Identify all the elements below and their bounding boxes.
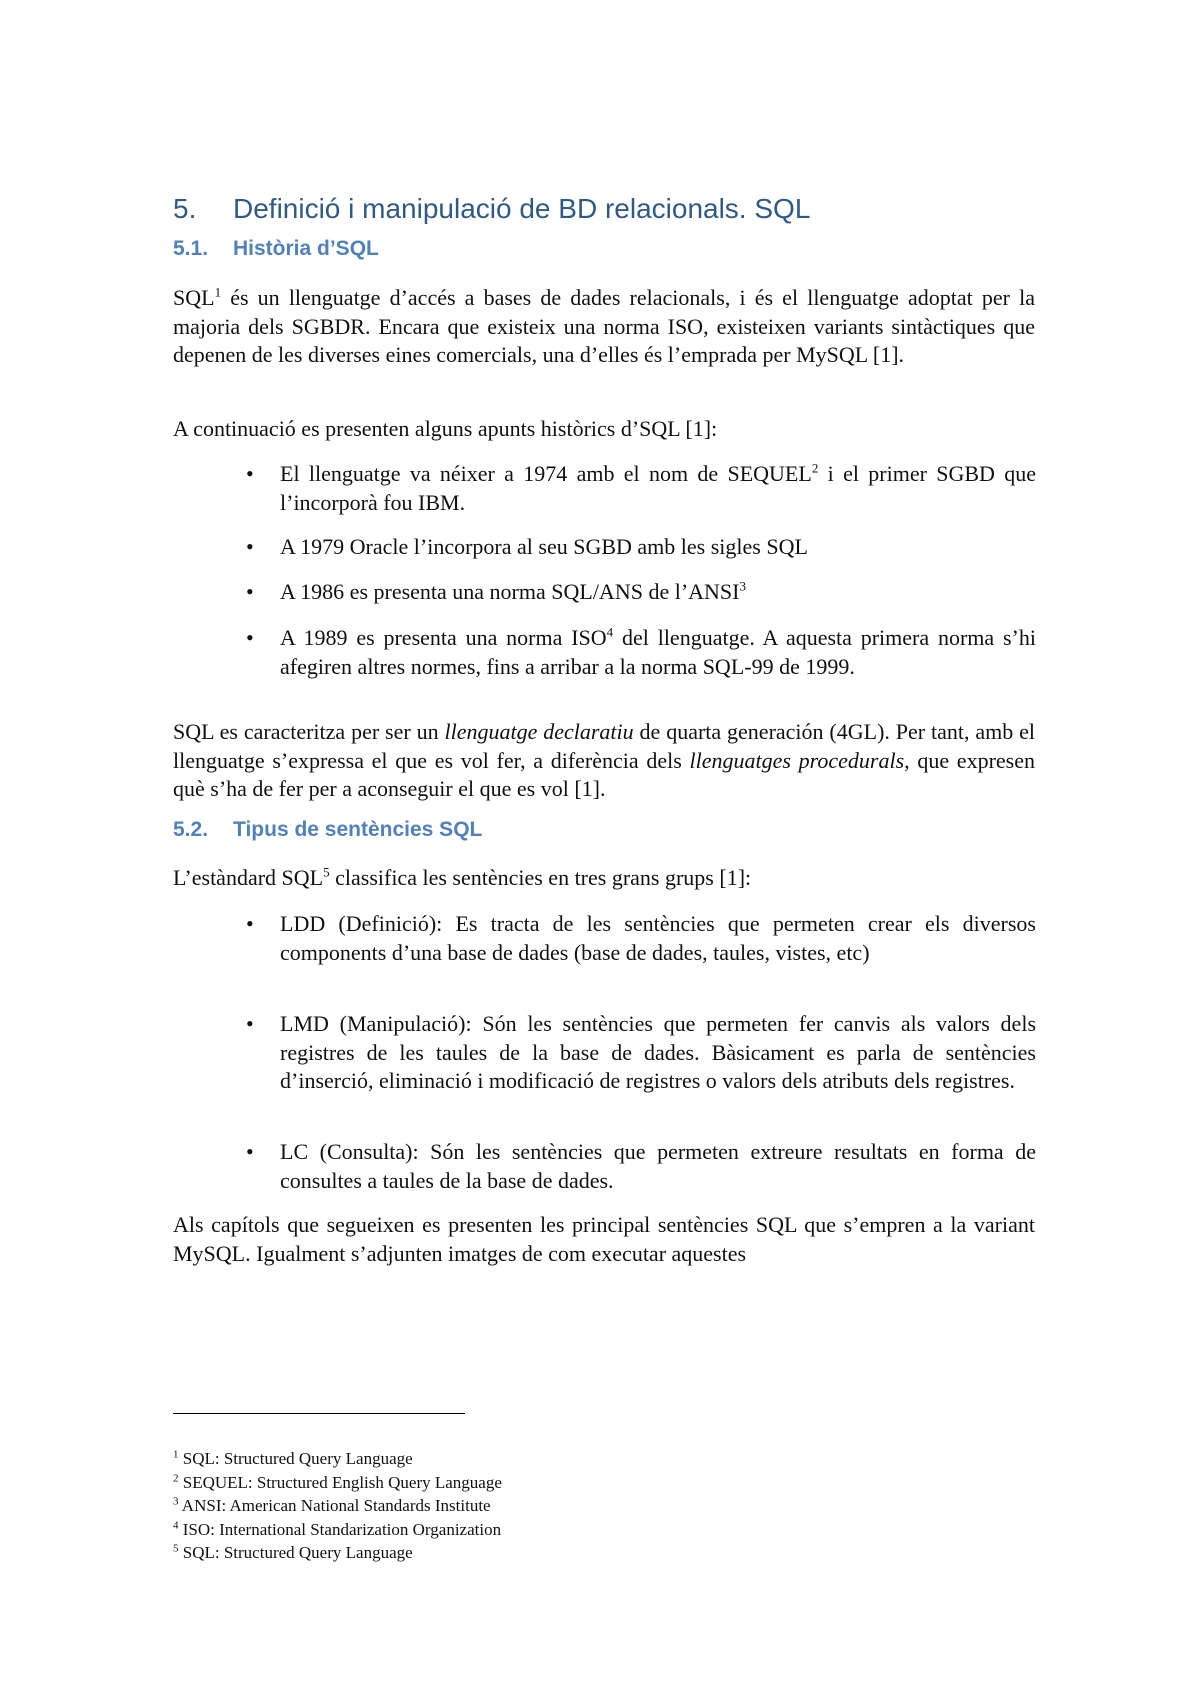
footnote-ref: 5 bbox=[323, 864, 330, 880]
bullet-icon: • bbox=[246, 911, 254, 936]
bullet-icon: • bbox=[246, 534, 254, 559]
footnote: $^5$ SQL: Structured Query Language bbox=[173, 1542, 413, 1562]
footnote-ref: 4 bbox=[606, 624, 614, 640]
paragraph-standard-lead: L’estàndard SQL$^5$ classifica les sentències en tres grans grups [1]: bbox=[173, 864, 752, 890]
list-item: • A 1989 es presenta una norma ISO$^4$ del llenguatge. A aquesta primera norma s’hi afegiren altres normes, fins a arribar a la norma SQL-99 de 1999. bbox=[246, 624, 1036, 679]
footnote: $^1$ SQL: Structured Query Language bbox=[173, 1448, 413, 1468]
section-heading-statement-types bbox=[173, 818, 1073, 842]
section-title: Tipus de sentències SQL bbox=[233, 818, 483, 841]
footnote: $^3$ ANSI: American National Standards Institute bbox=[173, 1495, 491, 1515]
chapter-title: Definició i manipulació de BD relacionals. SQL bbox=[233, 193, 811, 224]
chapter-heading bbox=[173, 193, 1073, 225]
footnote-separator bbox=[173, 1413, 465, 1414]
bullet-icon: • bbox=[246, 1011, 254, 1036]
section-number: 5.2. bbox=[173, 818, 209, 841]
footnote: $^4$ ISO: International Standarization Organization bbox=[173, 1518, 502, 1539]
section-number: 5.1. bbox=[173, 237, 209, 260]
section-heading-history bbox=[173, 237, 1073, 261]
paragraph-declarative: SQL es caracteritza per ser un llenguatge declaratiu de quarta generación (4GL). Per tant, amb el llenguatge s’expressa el que es vol fer, a diferència dels llenguatges procedurals, que expresen què s’ha de fer per a aconseguir el que es vol [1]. bbox=[173, 719, 1036, 801]
list-item: • A 1986 es presenta una norma SQL/ANS de l’ANSI$^3$ bbox=[280, 578, 1036, 607]
footnote-ref: 3 bbox=[739, 578, 746, 594]
bullet-icon: • bbox=[246, 579, 254, 604]
footnotes bbox=[173, 1447, 873, 1565]
paragraph-sql-intro: SQL$^1$ és un llenguatge d’accés a bases de dades relacionals, i és el llenguatge adoptat per la majoria dels SGBDR. Encara que existeix una norma ISO, existeixen variants sintàctiques que depenen de les diverses eines comercials, una d’elles és l’emprada per MySQL [1]. bbox=[173, 284, 1035, 367]
footnote: $^2$ SEQUEL: Structured English Query Language bbox=[173, 1471, 502, 1492]
list-item: • LDD (Definició): Es tracta de les sentències que permeten crear els diversos components d’una base de dades (base de dades, taules, vistes, etc) bbox=[246, 911, 1036, 965]
list-item: • A 1979 Oracle l’incorpora al seu SGBD amb les sigles SQL bbox=[280, 533, 1036, 562]
list-item: • LMD (Manipulació): Són les sentències que permeten fer canvis als valors dels registres de les taules de la base de dades. Bàsicament es parla de sentències d’inserció, eliminació i modificació de registres o valors dels atributs dels registres. bbox=[246, 1011, 1036, 1093]
bullet-icon: • bbox=[246, 625, 254, 650]
paragraph-following-chapters: Als capítols que segueixen es presenten les principal sentències SQL que s’empren a la variant MySQL. Igualment s’adjunten imatges de com executar aquestes bbox=[173, 1212, 1035, 1266]
footnote-ref: 2 bbox=[811, 460, 819, 476]
paragraph-history-lead: A continuació es presenten alguns apunts històrics d’SQL [1]: bbox=[173, 416, 718, 441]
section-title: Història d’SQL bbox=[233, 237, 379, 260]
bullet-icon: • bbox=[246, 1139, 254, 1164]
chapter-number: 5. bbox=[173, 193, 197, 224]
list-item: • LC (Consulta): Són les sentències que permeten extreure resultats en forma de consultes a taules de la base de dades. bbox=[246, 1139, 1036, 1193]
list-item: • El llenguatge va néixer a 1974 amb el nom de SEQUEL$^2$ i el primer SGBD que l’incorporà fou IBM. bbox=[246, 460, 1036, 515]
bullet-icon: • bbox=[246, 461, 254, 486]
footnote-ref: 1 bbox=[214, 284, 222, 300]
